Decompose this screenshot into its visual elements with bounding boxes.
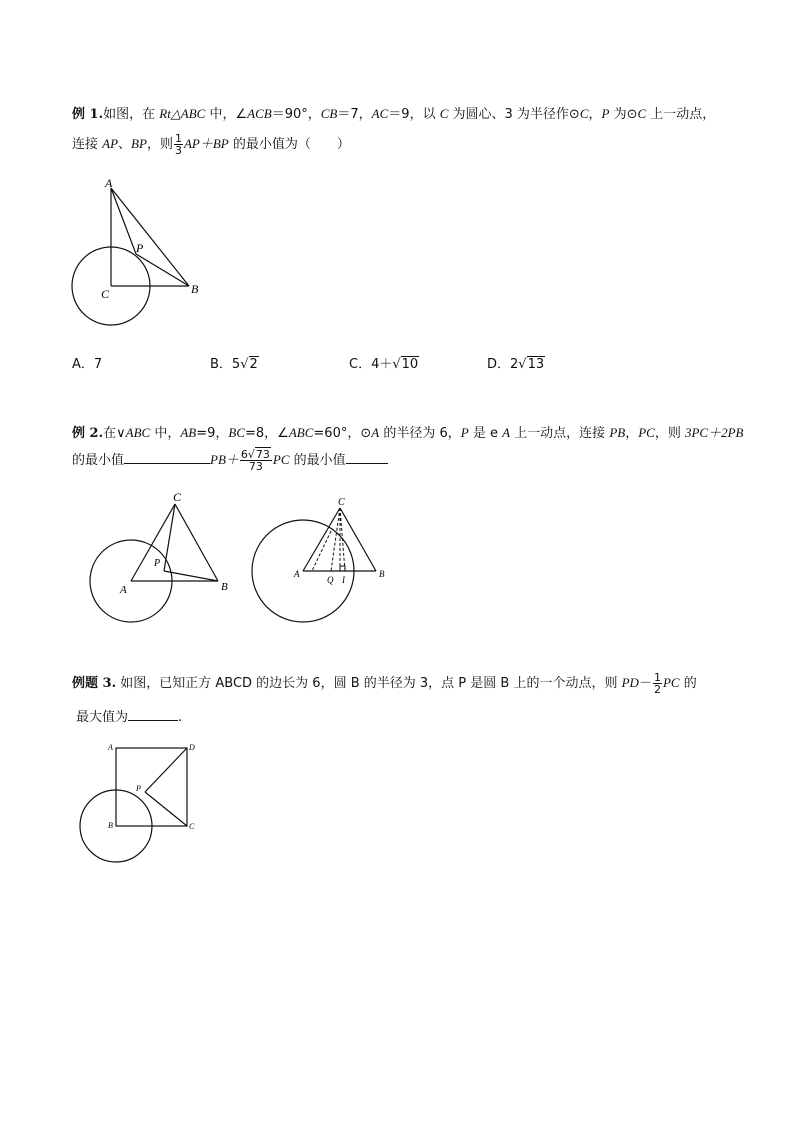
math: AB [180,425,197,440]
ex2-line1 [72,422,743,441]
ex2-figure-1 [80,485,240,630]
text: =9， [196,426,229,441]
label-q: Q [327,575,334,585]
label-b: B [221,581,228,593]
text: 的半径为 6， [379,426,461,441]
text: 如图，已知正方 ABCD 的边长为 6，圆 B 的半径为 3，点 P 是圆 B 上的一个动点，则 [116,676,622,691]
ex2-label: 例 2. [72,426,104,441]
ex3-line2 [76,706,182,725]
segment-ac [303,508,340,571]
radicand: 10 [401,357,419,372]
math: BC [228,425,246,440]
text: － [638,676,652,691]
label-a: A [120,584,127,596]
segment-cq [331,508,340,571]
math: BP [131,136,147,151]
math: AP [102,136,119,151]
math: Rt△ABC [159,106,206,121]
text: 在∨ [103,426,126,441]
label-c: C [338,497,345,508]
text: 如图，在 [103,107,160,122]
label-i: I [342,575,345,585]
text: =8，∠ [245,426,289,441]
math: 3PC＋2PB [684,425,744,440]
math: AC [371,106,389,121]
segment-dash-right [340,508,345,571]
math: A [371,425,380,440]
text: ＝9，以 [388,107,440,122]
ex3-line1 [72,672,697,695]
text: =60°，⊙ [313,426,372,441]
radicand: 73 [255,448,270,461]
option-text: C．4＋ [349,357,393,372]
fraction [240,449,272,472]
option-text: B．5 [210,357,241,372]
ex2-figure-2 [245,485,405,630]
fraction [174,133,183,156]
ex2-line2 [72,449,388,472]
math: ABC [125,425,151,440]
text: 上一动点， [646,107,716,122]
answer-blank [124,463,210,464]
ex1-figure [60,170,220,335]
text: 最大值为 [76,710,129,725]
math: AP＋BP [183,136,229,151]
option-text: A．7 [72,357,103,372]
ex1-line1 [72,103,715,122]
numerator: 1 [174,132,182,145]
segment-bc [340,508,376,571]
sqrt-sign: √ [518,357,527,372]
label-c: C [101,287,110,301]
math: A [502,425,511,440]
answer-blank [128,720,178,721]
label-a: A [108,743,113,752]
ex1-option-a [72,353,102,372]
math: P [460,425,469,440]
label-a: A [294,569,300,579]
math: PD [621,675,639,690]
label-b: B [108,821,113,830]
right-angle-mark [340,566,345,571]
label-p: P [136,784,141,793]
radicand: 2 [249,357,258,372]
segment-ab [111,188,189,286]
text: 、 [118,137,132,152]
label-b: B [191,282,199,296]
text: 中， [150,426,181,441]
ex1-label: 例 1. [72,107,104,122]
numerator-coefficient: 6 [240,448,248,461]
text: ，则 [654,426,685,441]
math: P [601,106,610,121]
segment-pd [145,748,187,792]
text: 的最小值 [289,453,346,468]
text: 为圆心、3 为半径作⊙ [448,107,580,122]
denominator: 73 [248,460,263,473]
math: PC [272,452,290,467]
text: 的 [679,676,697,691]
numerator: 1 [653,671,661,684]
label-a: A [105,176,113,190]
label-d: D [189,743,195,752]
sqrt-sign: √ [392,357,401,372]
math: C [579,106,589,121]
ex1-option-b [210,353,259,372]
text: 上一动点，连接 [510,426,610,441]
text: 为⊙ [609,107,638,122]
ex3-figure [70,738,210,863]
denominator: 3 [174,144,182,157]
ex1-option-c [349,353,419,372]
text: 中，∠ [205,107,248,122]
math: PB＋ [210,452,239,467]
ex1-line2 [72,133,350,156]
ex3-label: 例题 3. [72,676,117,691]
text: ＝7， [337,107,372,122]
text: ，则 [146,137,173,152]
option-text: D．2 [487,357,519,372]
radicand: 13 [527,357,545,372]
text: ＝90°， [271,107,321,122]
math: CB [320,106,338,121]
text: . [178,710,183,725]
label-b: B [379,569,385,579]
text: 连接 [72,137,103,152]
answer-blank [346,463,388,464]
segment-pb [136,254,189,286]
fraction [653,672,662,695]
text: 的最小值 [72,453,125,468]
text: ， [625,426,639,441]
math: C [637,106,647,121]
label-p: P [154,558,161,569]
math: ABC [288,425,314,440]
segment-ap [111,188,136,254]
math: ACB [247,106,272,121]
math: PB [609,425,626,440]
text: ， [588,107,602,122]
label-c: C [173,490,182,504]
text: 的最小值为（ ） [228,137,350,152]
ex1-option-d [487,353,545,372]
sqrt-sign: √ [247,448,255,461]
label-c: C [189,822,195,831]
math: PC [662,675,680,690]
sqrt-sign: √ [240,357,249,372]
label-p: P [136,241,144,255]
math: C [439,106,449,121]
denominator: 2 [653,683,661,696]
segment-bc [175,504,218,581]
text: 是 e [468,426,503,441]
math: PC [638,425,655,440]
